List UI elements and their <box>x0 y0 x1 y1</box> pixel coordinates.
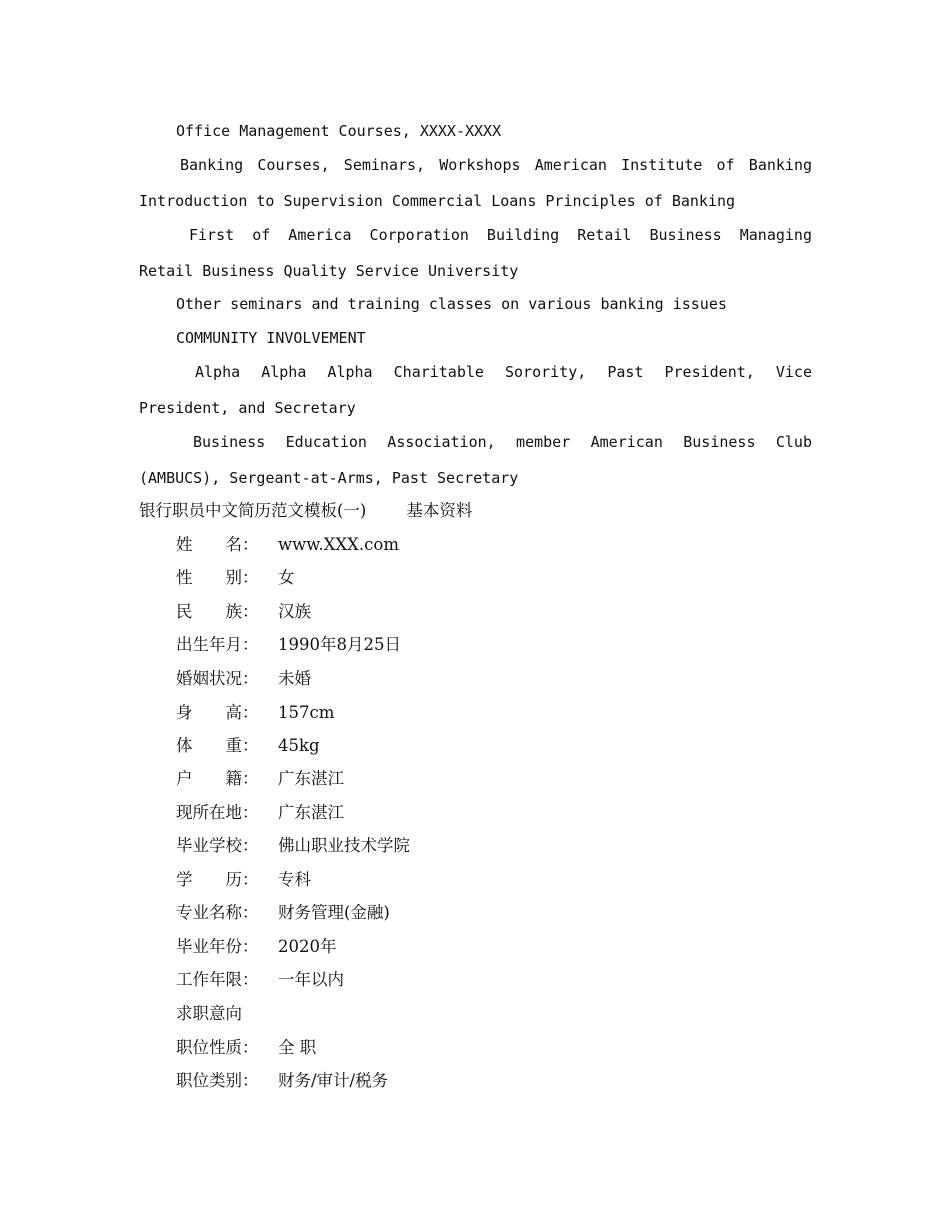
resume-title <box>139 500 472 522</box>
field-value: 广东湛江 <box>278 769 344 788</box>
resume-title-text: 银行职员中文简历范文模板(一) <box>139 501 367 520</box>
community-heading: COMMUNITY INVOLVEMENT <box>176 329 366 347</box>
field-label: 工作年限： <box>176 970 259 989</box>
field-row-name <box>176 534 399 556</box>
field-value: 女 <box>278 568 295 587</box>
field-value: 未婚 <box>278 669 311 688</box>
alpha-line-1: Alpha Alpha Alpha Charitable Sorority, Past President, Vice <box>195 363 812 381</box>
field-value: 专科 <box>278 870 311 889</box>
field-value: 一年以内 <box>278 970 344 989</box>
field-label: 体 重： <box>176 736 259 755</box>
field-value: 1990年8月25日 <box>278 635 401 654</box>
field-row-grad-year <box>176 936 337 958</box>
office-courses-line: Office Management Courses, XXXX-XXXX <box>176 122 502 140</box>
field-value: 财务/审计/税务 <box>278 1071 389 1090</box>
business-line-1: Business Education Association, member American Business Club <box>193 433 812 451</box>
field-row-major <box>176 902 390 924</box>
field-row-height <box>176 702 334 724</box>
field-value: 财务管理(金融) <box>278 903 390 922</box>
field-row-location <box>176 802 344 824</box>
field-value: 45kg <box>278 736 320 755</box>
section-basic-heading: 基本资料 <box>406 501 473 520</box>
field-value: 157cm <box>278 703 335 722</box>
banking-courses-line-1: Banking Courses, Seminars, Workshops American Institute of Banking <box>180 156 812 174</box>
field-row-birth <box>176 634 401 656</box>
field-label: 职位类别： <box>176 1071 259 1090</box>
alpha-line-2: President, and Secretary <box>139 399 356 417</box>
field-row-weight <box>176 735 320 757</box>
field-row-job-nature <box>176 1037 316 1059</box>
field-row-experience <box>176 969 344 991</box>
field-label: 户 籍： <box>176 769 259 788</box>
first-america-line-1: First of America Corporation Building Retail Business Managing <box>189 226 812 244</box>
field-label: 现所在地： <box>176 803 259 822</box>
field-row-education <box>176 869 311 891</box>
field-label: 毕业学校： <box>176 836 259 855</box>
other-seminars-line: Other seminars and training classes on various banking issues <box>176 295 727 313</box>
business-line-2: (AMBUCS), Sergeant-at-Arms, Past Secretary <box>139 469 519 487</box>
field-row-gender <box>176 567 295 589</box>
field-row-ethnicity <box>176 601 311 623</box>
field-label: 专业名称： <box>176 903 259 922</box>
field-value: www.XXX.com <box>278 535 399 554</box>
field-value: 佛山职业技术学院 <box>278 836 410 855</box>
field-label: 性 别： <box>176 568 259 587</box>
field-label: 民 族： <box>176 602 259 621</box>
field-label: 婚姻状况： <box>176 669 259 688</box>
field-label: 毕业年份： <box>176 937 259 956</box>
field-value: 广东湛江 <box>278 803 344 822</box>
field-row-marital <box>176 668 311 690</box>
first-america-line-2: Retail Business Quality Service University <box>139 262 519 280</box>
field-label: 出生年月： <box>176 635 259 654</box>
field-label: 职位性质： <box>176 1038 259 1057</box>
field-row-hukou <box>176 768 344 790</box>
field-value: 汉族 <box>278 602 311 621</box>
section-intent-heading: 求职意向 <box>176 1004 242 1023</box>
field-row-school <box>176 835 410 857</box>
field-row-job-category <box>176 1070 388 1092</box>
field-value: 2020年 <box>278 937 337 956</box>
field-label: 学 历： <box>176 870 259 889</box>
banking-courses-line-2: Introduction to Supervision Commercial Loans Principles of Banking <box>139 192 736 210</box>
field-label: 身 高： <box>176 703 259 722</box>
field-label: 姓 名： <box>176 535 259 554</box>
field-value: 全 职 <box>278 1038 317 1057</box>
